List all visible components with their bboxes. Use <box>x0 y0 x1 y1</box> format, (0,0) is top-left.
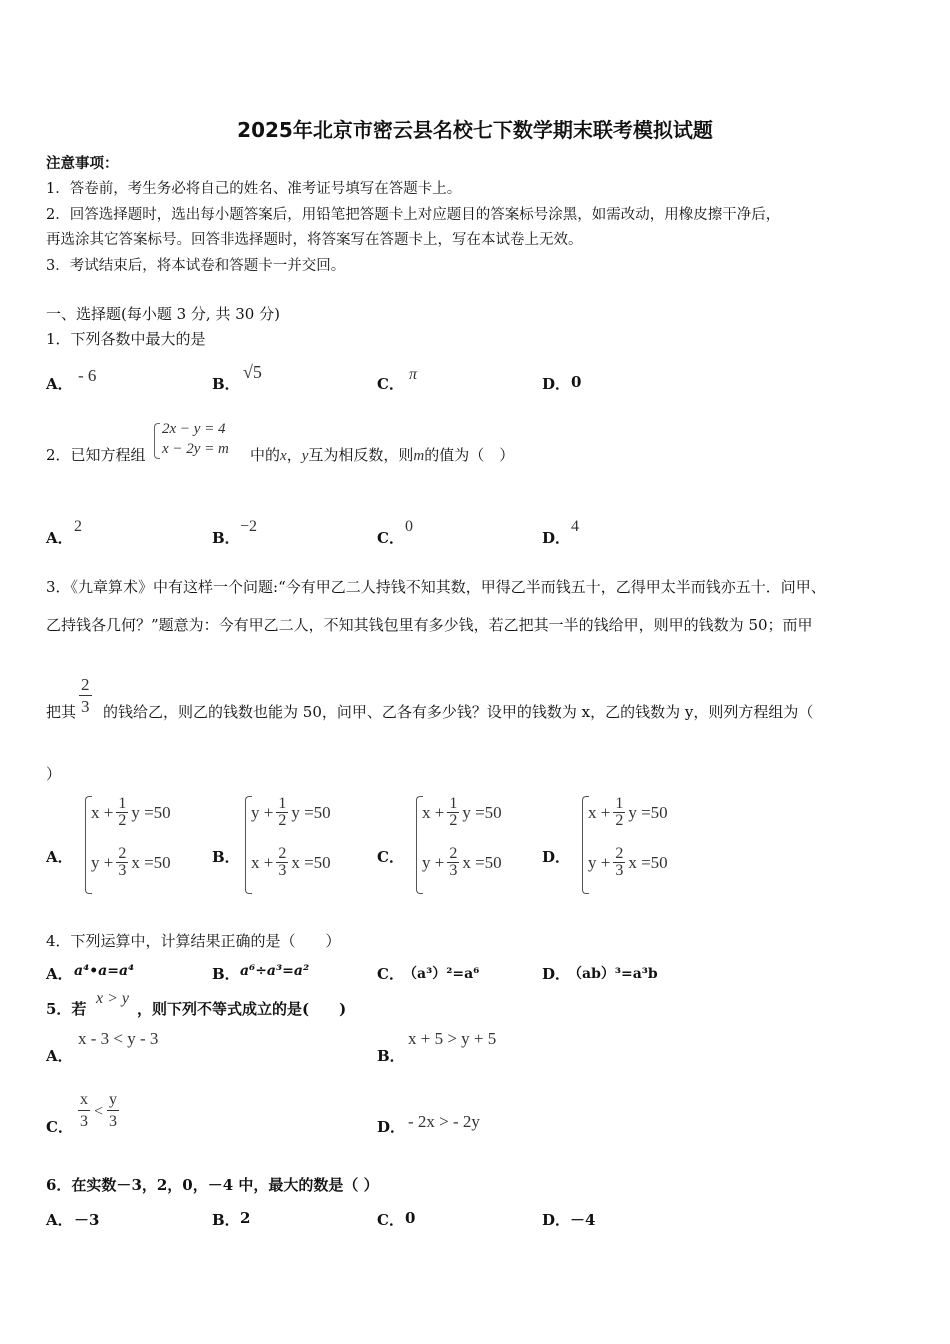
q3-option-c-label: C． <box>377 848 404 866</box>
q3-option-b-label: B． <box>212 848 240 866</box>
q4-option-c-label: C． <box>377 965 404 983</box>
q1-option-d-label: D． <box>542 375 571 393</box>
q5-option-c-value: $\frac{x}{3}$ < $\frac{y}{3}$ <box>80 1091 118 1130</box>
q6-option-d-label: D． <box>542 1211 571 1229</box>
q1-option-c-value: π <box>409 366 418 383</box>
q2-option-b-label: B． <box>212 529 240 547</box>
notice-item-3: 3．考试结束后，将本试卷和答题卡一并交回。 <box>46 258 346 274</box>
q2-var-y: y <box>301 448 309 464</box>
section-heading: 一、选择题(每小题 3 分, 共 30 分) <box>46 305 280 323</box>
notice-item-2: 2．回答选择题时，选出每小题答案后，用铅笔把答题卡上对应题目的答案标号涂黑，如需改动，用橡皮擦干净后， <box>46 207 781 223</box>
q2-var-x: x <box>280 448 287 464</box>
q2-option-d-value: 4 <box>571 518 579 535</box>
q3-fraction <box>79 675 92 718</box>
q2-option-a-value: 2 <box>74 518 82 535</box>
q4-option-c-value: （a³）²=a⁶ <box>403 966 480 982</box>
q3-line2: 乙持钱各几何？”题意为：今有甲乙二人，不知其钱包里有多少钱，若乙把其一半的钱给甲，则甲的钱数为 50；而甲 <box>46 616 813 634</box>
q2-option-b-value: −2 <box>240 518 258 535</box>
q3-frac-num: 2 <box>81 675 90 694</box>
q5-option-b-label: B． <box>377 1047 405 1065</box>
q2-option-c-value: 0 <box>405 518 413 535</box>
q4-text: 4．下列运算中，计算结果正确的是（ ） <box>46 932 341 950</box>
q5-suffix: ，则下列不等式成立的是( ) <box>137 1000 347 1018</box>
q2-text-rest <box>250 444 514 465</box>
q2-eq2: x − 2y = m <box>162 441 229 457</box>
q6-option-c-label: C． <box>377 1211 404 1229</box>
q3-option-d-label: D． <box>542 848 571 866</box>
q1-option-a-label: A． <box>46 375 73 393</box>
q1-option-a-value: - 6 <box>78 366 97 385</box>
q3-frac-den: 3 <box>81 697 90 716</box>
notice-heading: 注意事项： <box>46 155 119 172</box>
q4-option-b-value: a⁶÷a³=a² <box>240 963 310 979</box>
q2-eq1: 2x − y = 4 <box>162 421 226 437</box>
q3-line1: 3．《九章算术》中有这样一个问题:“今有甲乙二人持钱不知其数，甲得乙半而钱五十，乙得甲太半而钱亦五十．问甲、 <box>46 578 826 596</box>
q2-suffix: 的值为（ ） <box>424 446 515 464</box>
q2-var-m: m <box>413 448 425 464</box>
q2-option-c-label: C． <box>377 529 404 547</box>
q6-option-b-value: 2 <box>240 1209 251 1227</box>
q3-line4: ） <box>46 765 62 783</box>
q2-mid1: 中的 <box>250 446 281 464</box>
q4-option-a-value: a⁴•a=a⁴ <box>74 963 135 979</box>
q6-option-b-label: B． <box>212 1211 240 1229</box>
q1-option-c-label: C． <box>377 375 404 393</box>
q2-option-a-label: A． <box>46 529 73 547</box>
q5-option-d-value: - 2x > - 2y <box>408 1112 480 1131</box>
q2-sep: ， <box>286 446 302 464</box>
q3-option-b-system: y + $\frac{1}{2}$ y =50 x + $\frac{2}{3}$ x =50 <box>245 796 365 896</box>
q3-line3-post: 的钱给乙，则乙的钱数也能为 50，问甲、乙各有多少钱？设甲的钱数为 x，乙的钱数为 y，则列方程组为（ <box>103 703 814 721</box>
q6-option-a-label: A． <box>46 1211 73 1229</box>
q5-option-d-label: D． <box>377 1118 406 1136</box>
q2-mid2: 互为相反数，则 <box>308 446 414 464</box>
q4-option-d-value: （ab）³=a³b <box>568 966 658 982</box>
q5-option-a-label: A． <box>46 1047 73 1065</box>
q1-text: 1．下列各数中最大的是 <box>46 330 206 348</box>
q5-option-c-label: C． <box>46 1118 73 1136</box>
q1-option-b-value: √5 <box>243 362 262 382</box>
q5-condition: x > y <box>96 990 129 1007</box>
q3-option-d-system: x + $\frac{1}{2}$ y =50 y + $\frac{2}{3}$ x =50 <box>582 796 702 896</box>
q6-option-c-value: 0 <box>405 1209 416 1227</box>
q4-option-b-label: B． <box>212 965 240 983</box>
q2-option-d-label: D． <box>542 529 571 547</box>
q1-option-d-value: 0 <box>571 373 582 391</box>
q6-text: 6．在实数－3，2，0，－4 中，最大的数是（ ） <box>46 1176 379 1194</box>
q4-option-d-label: D． <box>542 965 571 983</box>
notice-item-1: 1．答卷前，考生务必将自己的姓名、准考证号填写在答题卡上。 <box>46 181 462 197</box>
q1-option-b-label: B． <box>212 375 240 393</box>
q5-prefix: 5．若 <box>46 1000 87 1018</box>
page-title: 2025年北京市密云县名校七下数学期末联考模拟试题 <box>237 118 713 142</box>
q3-option-a-label: A． <box>46 848 73 866</box>
q2-text <box>46 444 146 465</box>
q5-option-b-value: x + 5 > y + 5 <box>408 1029 497 1048</box>
q2-equation-system <box>154 421 246 461</box>
q2-prefix: 2．已知方程组 <box>46 446 146 464</box>
q3-line3-pre: 把其 <box>46 703 77 721</box>
notice-item-2-cont: 再选涂其它答案标号。回答非选择题时，将答案写在答题卡上，写在本试卷上无效。 <box>46 232 583 248</box>
q5-option-a-value: x - 3 < y - 3 <box>78 1029 159 1048</box>
q3-option-a-system: x + $\frac{1}{2}$ y =50 y + $\frac{2}{3}$ x =50 <box>85 796 205 896</box>
q6-option-d-value: －4 <box>570 1211 596 1229</box>
q4-option-a-label: A． <box>46 965 73 983</box>
q6-option-a-value: －3 <box>74 1211 100 1229</box>
q3-option-c-system: x + $\frac{1}{2}$ y =50 y + $\frac{2}{3}$ x =50 <box>416 796 536 896</box>
